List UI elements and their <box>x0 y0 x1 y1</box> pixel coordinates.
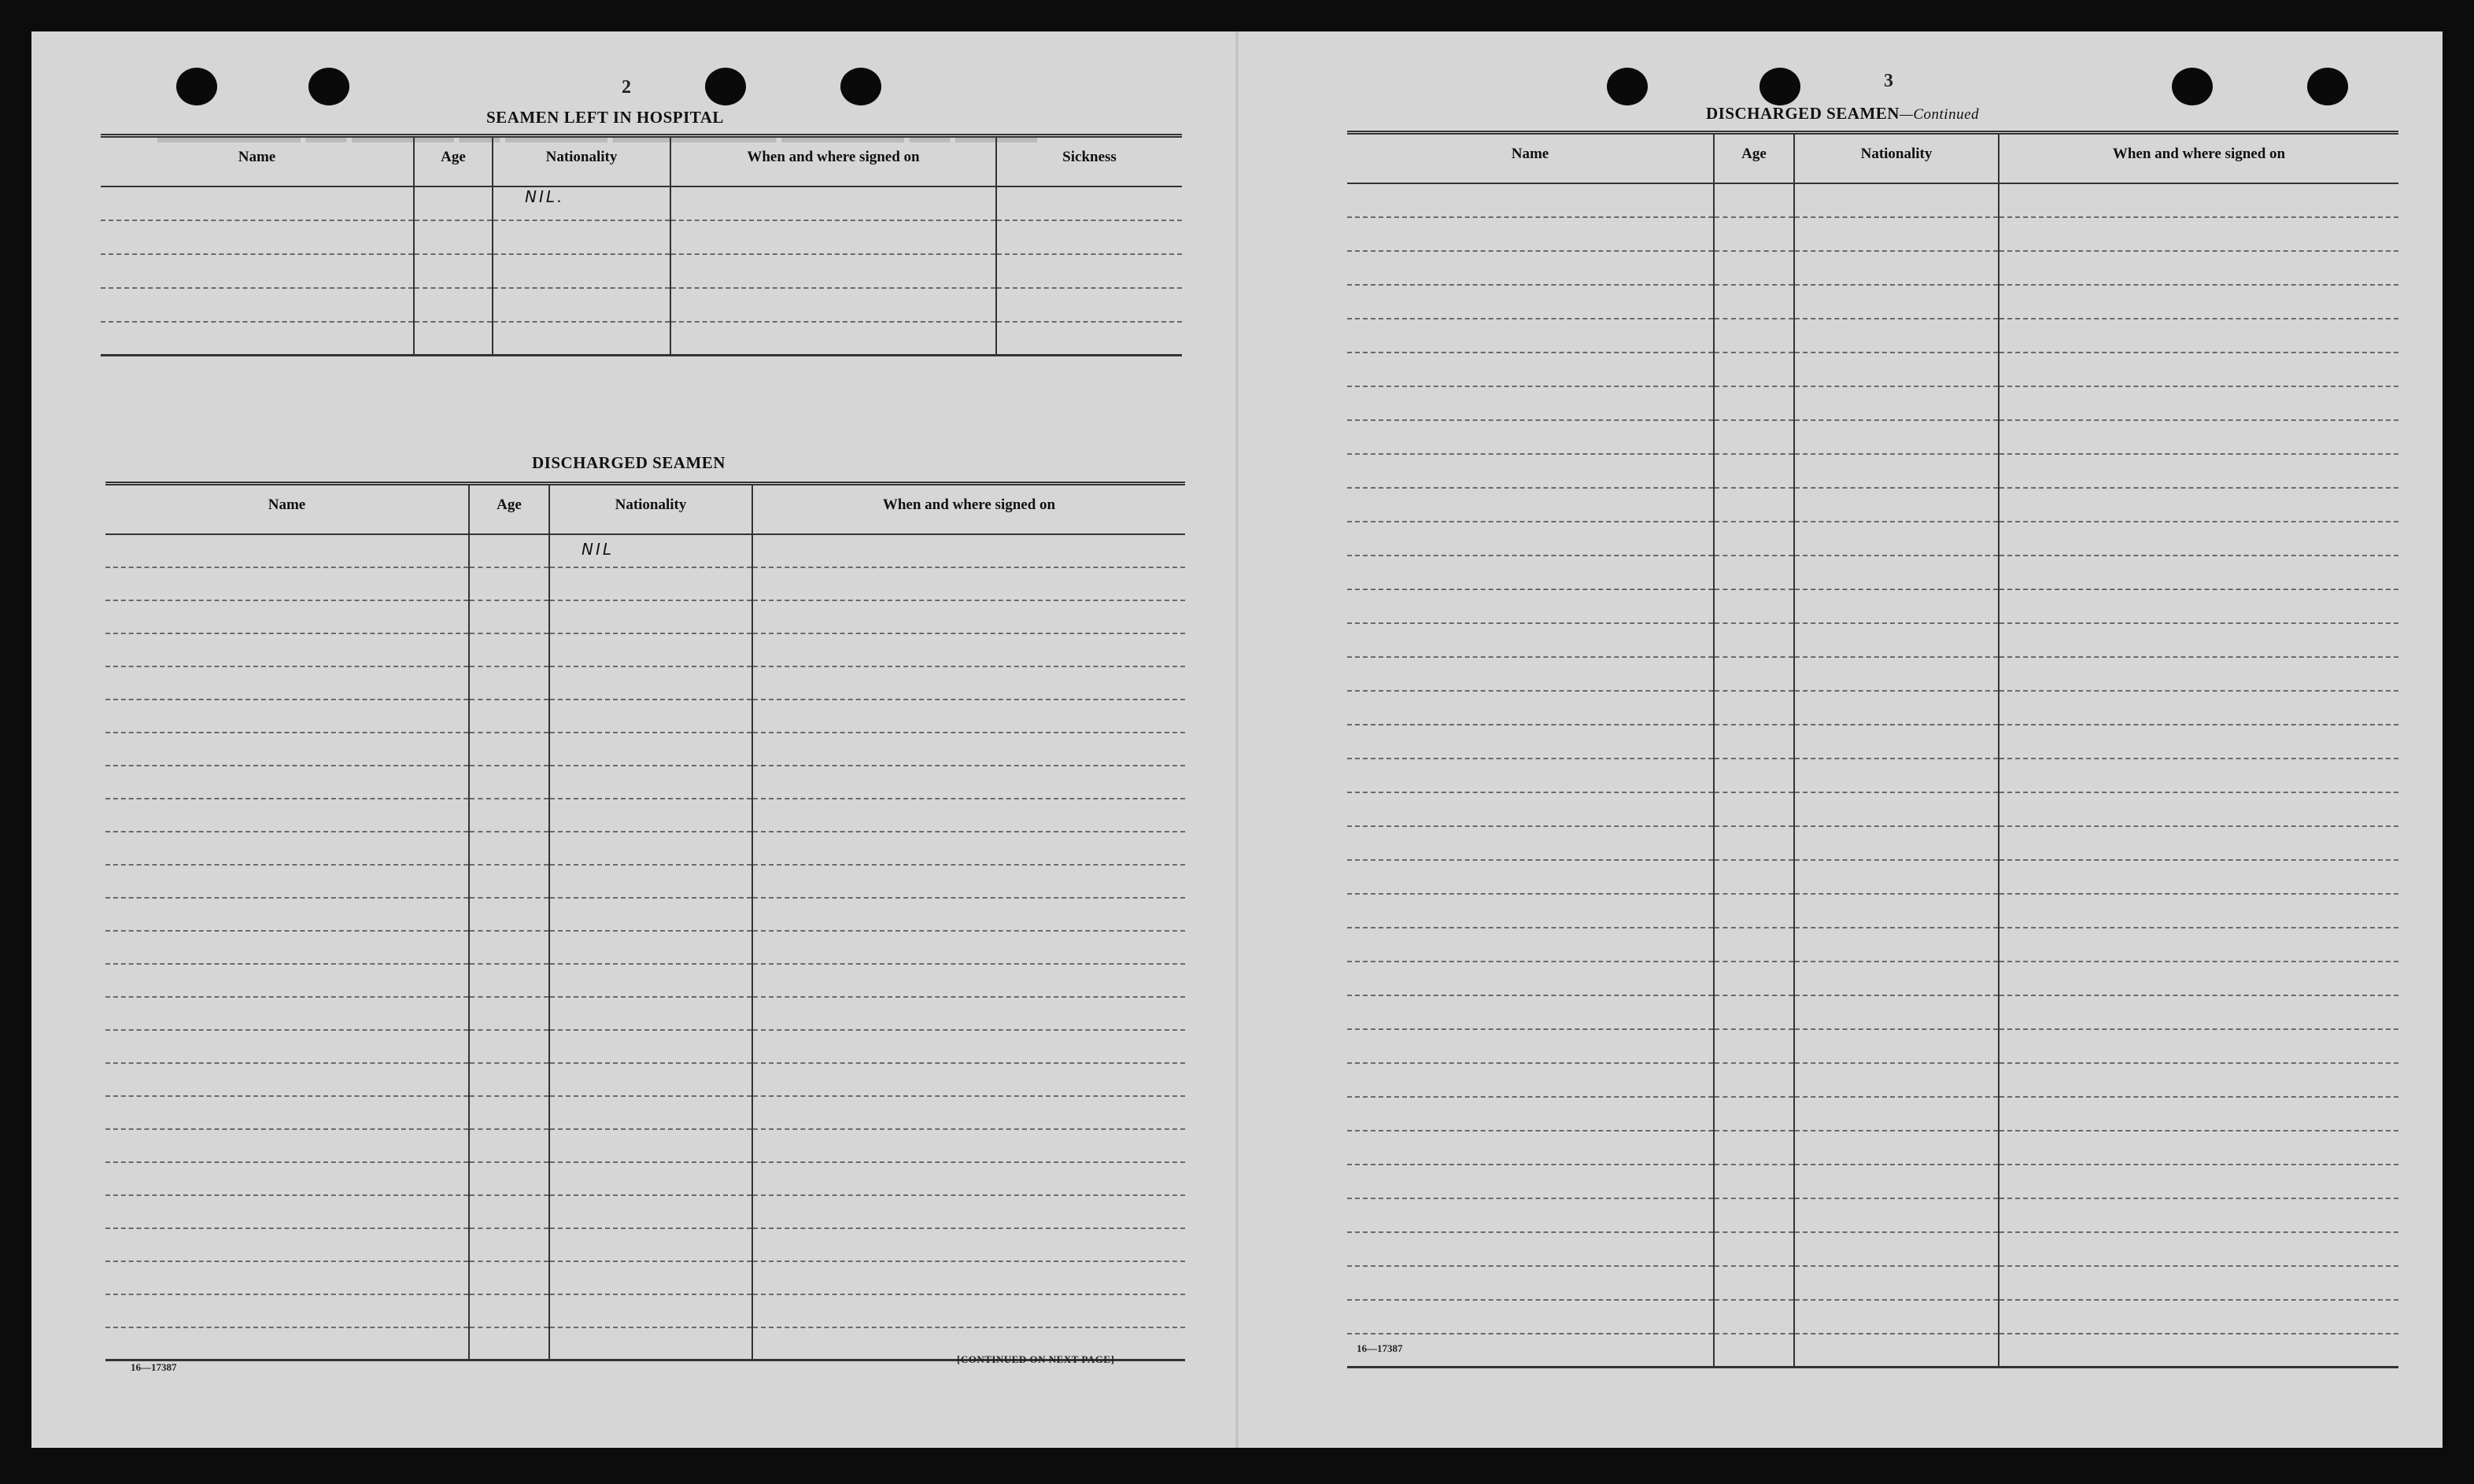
table-row <box>1347 488 2398 522</box>
table-row <box>1347 183 2398 217</box>
table-row <box>1347 928 2398 962</box>
table-row <box>105 1228 1185 1261</box>
table-row <box>105 865 1185 898</box>
table-row <box>1347 894 2398 928</box>
col-header-name: Name <box>101 136 414 186</box>
col-header-signed-on: When and where signed on <box>1999 133 2398 183</box>
table-row <box>1347 217 2398 251</box>
col-header-nationality: Nationality <box>549 484 752 534</box>
table-row <box>105 1294 1185 1327</box>
table-row <box>101 322 1182 356</box>
table-row <box>105 898 1185 931</box>
table-row <box>105 600 1185 633</box>
col-header-nationality: Nationality <box>1794 133 1999 183</box>
table-row <box>105 832 1185 865</box>
page-2 <box>31 31 1237 1448</box>
table-row <box>1347 759 2398 792</box>
table-row <box>1347 319 2398 353</box>
col-header-age: Age <box>1714 133 1794 183</box>
table-row <box>105 964 1185 997</box>
title-main: DISCHARGED SEAMEN <box>1706 104 1900 123</box>
table-row <box>1347 1334 2398 1368</box>
table-row <box>1347 1300 2398 1334</box>
continued-note: [CONTINUED ON NEXT PAGE] <box>957 1353 1115 1365</box>
col-header-signed-on: When and where signed on <box>752 484 1185 534</box>
title-continued: —Continued <box>1899 106 1980 123</box>
discharged-continued-table <box>1347 131 2398 1368</box>
handwritten-nil: NIL. <box>525 186 565 206</box>
table-row <box>101 186 1182 220</box>
table-row <box>105 534 1185 567</box>
table-row <box>1347 556 2398 589</box>
table-row <box>105 1195 1185 1228</box>
col-header-nationality: Nationality <box>493 136 670 186</box>
handwritten-nil: NIL <box>582 539 615 559</box>
table-row <box>105 799 1185 832</box>
table-row <box>1347 792 2398 826</box>
table-row <box>1347 995 2398 1029</box>
table-row <box>101 254 1182 288</box>
table-row <box>105 1129 1185 1162</box>
table-row <box>105 1162 1185 1195</box>
table-row <box>105 733 1185 766</box>
table-row <box>1347 251 2398 285</box>
table-row <box>1347 1131 2398 1165</box>
table-row <box>105 1030 1185 1063</box>
discharged-section-title: DISCHARGED SEAMEN <box>532 453 726 472</box>
punch-hole <box>705 68 746 105</box>
table-row <box>1347 1232 2398 1266</box>
table-row <box>1347 1198 2398 1232</box>
page-number: 2 <box>622 77 631 98</box>
bleed-through-text: ▬▬▬▬▬▬▬ ▬▬ ▬▬▬▬▬ ▬▬ ▬▬▬▬▬ ▬▬▬▬▬▬▬▬ ▬▬▬▬▬▬ ▬▬ ▬▬▬▬ <box>157 124 1037 147</box>
table-row <box>1347 1097 2398 1131</box>
table-row <box>1347 860 2398 894</box>
table-row <box>1347 522 2398 556</box>
col-header-age: Age <box>469 484 549 534</box>
page-3 <box>1237 31 2443 1448</box>
table-row <box>1347 420 2398 454</box>
table-row <box>1347 657 2398 691</box>
col-header-signed-on: When and where signed on <box>670 136 996 186</box>
punch-hole <box>2307 68 2348 105</box>
table-row <box>105 1096 1185 1129</box>
table-row <box>105 766 1185 799</box>
table-row <box>1347 691 2398 725</box>
punch-hole <box>1759 68 1800 105</box>
table-row <box>1347 1266 2398 1300</box>
discharged-continued-title <box>1706 104 1979 124</box>
table-row <box>105 633 1185 666</box>
punch-hole <box>2172 68 2213 105</box>
page-number: 3 <box>1884 71 1893 91</box>
col-header-name: Name <box>105 484 469 534</box>
table-row <box>105 666 1185 700</box>
table-row <box>1347 386 2398 420</box>
table-row <box>1347 454 2398 488</box>
table-row <box>1347 353 2398 386</box>
table-row <box>105 1261 1185 1294</box>
hospital-section-title: SEAMEN LEFT IN HOSPITAL <box>486 108 724 127</box>
table-row <box>1347 1165 2398 1198</box>
punch-hole <box>1607 68 1648 105</box>
table-row <box>1347 725 2398 759</box>
table-row <box>1347 826 2398 860</box>
col-header-name: Name <box>1347 133 1714 183</box>
table-row <box>1347 623 2398 657</box>
form-code: 16—17387 <box>1357 1342 1403 1354</box>
discharged-table <box>105 482 1185 1361</box>
table-row <box>101 220 1182 254</box>
table-row <box>105 700 1185 733</box>
table-row <box>105 997 1185 1030</box>
punch-hole <box>176 68 217 105</box>
col-header-age: Age <box>414 136 493 186</box>
col-header-sickness: Sickness <box>996 136 1182 186</box>
punch-hole <box>840 68 881 105</box>
table-row <box>1347 1063 2398 1097</box>
table-row <box>101 288 1182 322</box>
table-row <box>105 931 1185 964</box>
table-row <box>1347 589 2398 623</box>
table-row <box>1347 285 2398 319</box>
table-row <box>105 567 1185 600</box>
table-row <box>1347 962 2398 995</box>
table-row <box>1347 1029 2398 1063</box>
document-sheet <box>31 31 2443 1448</box>
hospital-table <box>101 134 1182 356</box>
punch-hole <box>308 68 349 105</box>
table-row <box>105 1063 1185 1096</box>
form-code: 16—17387 <box>131 1361 177 1373</box>
